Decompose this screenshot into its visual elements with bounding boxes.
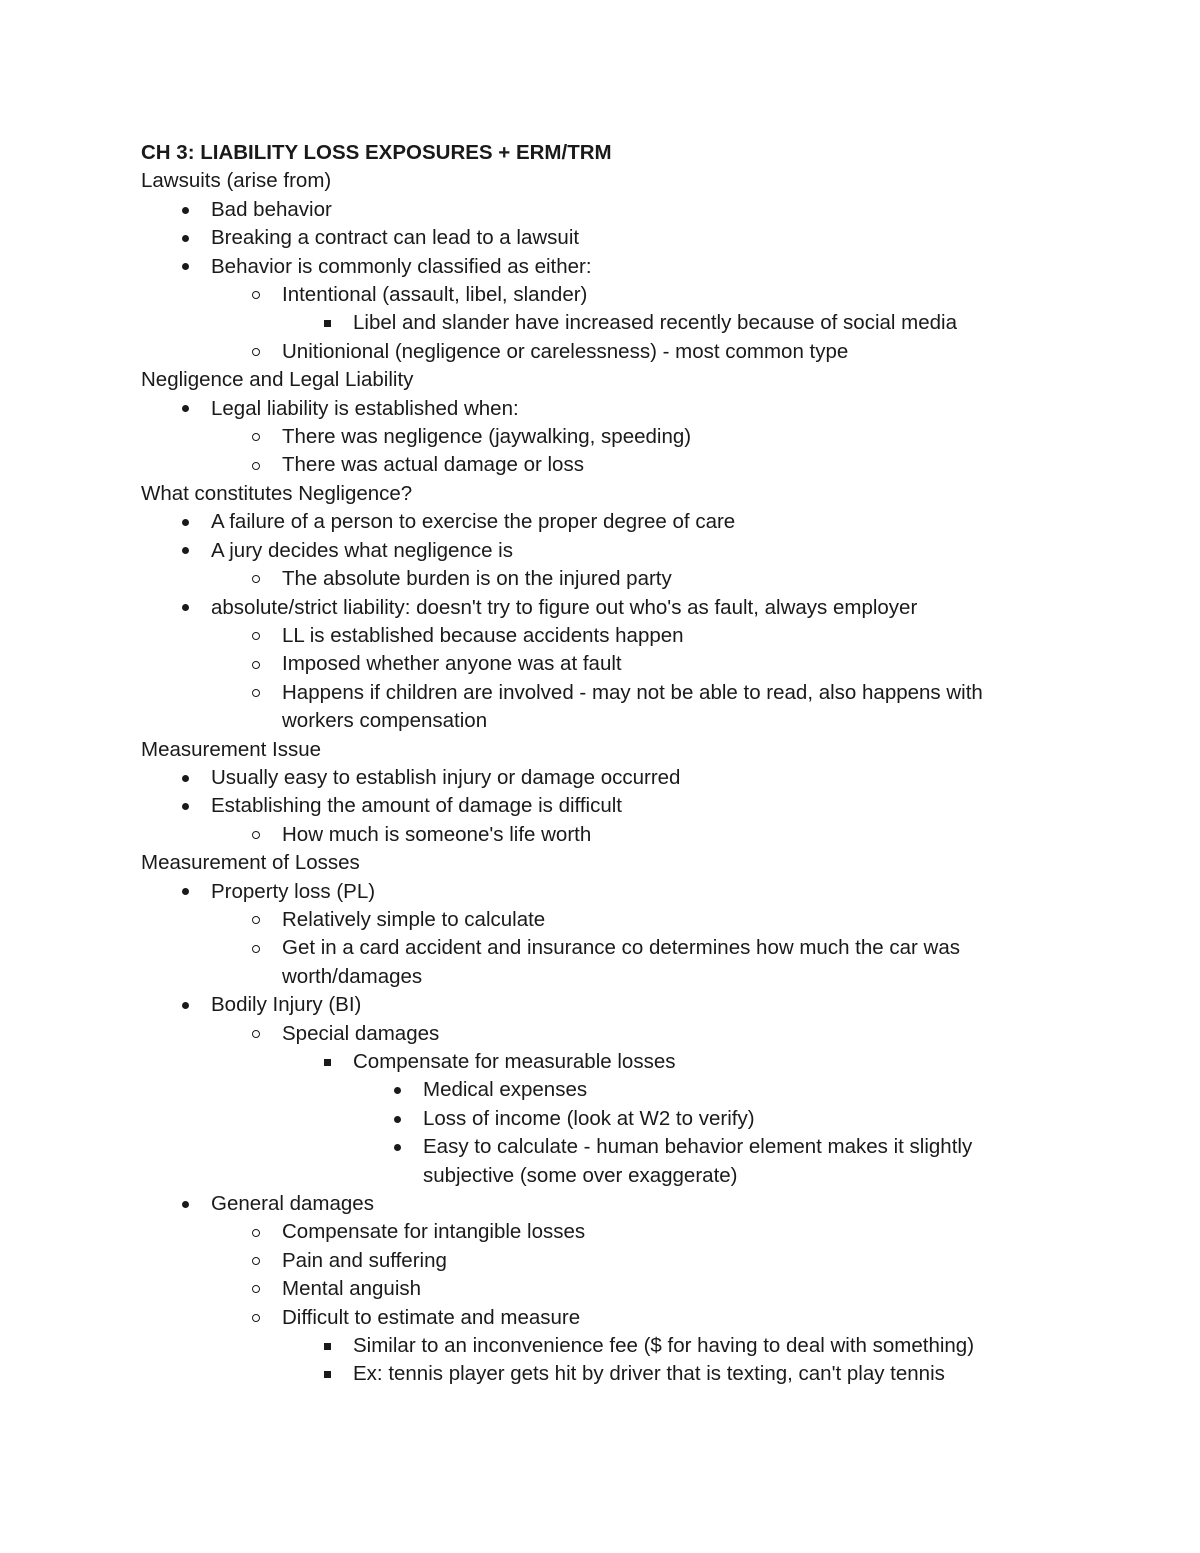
- dot-bullet-icon: [175, 1190, 195, 1218]
- list-item: [141, 1360, 1041, 1388]
- circle-bullet-icon: [246, 1247, 266, 1275]
- dot-bullet-icon: [175, 508, 195, 536]
- dot-bullet-icon: [175, 792, 195, 820]
- section-heading: [141, 480, 1041, 508]
- circle-bullet-icon: [246, 622, 266, 650]
- list-item: [141, 224, 1041, 252]
- list-item-text: Intentional (assault, libel, slander): [282, 283, 588, 307]
- list-item: [141, 1162, 1041, 1190]
- list-item: [141, 1076, 1041, 1104]
- list-item: [141, 650, 1041, 678]
- list-item-text: There was negligence (jaywalking, speeding): [282, 425, 692, 449]
- circle-bullet-icon: [246, 451, 266, 479]
- list-item: [141, 253, 1041, 281]
- dot-bullet-icon: [387, 1133, 407, 1161]
- list-item-text: Establishing the amount of damage is difficult: [211, 794, 623, 818]
- list-item-text: subjective (some over exaggerate): [423, 1163, 738, 1187]
- list-item-text: A failure of a person to exercise the proper degree of care: [211, 510, 736, 534]
- list-item: [141, 1105, 1041, 1133]
- circle-bullet-icon: [246, 679, 266, 707]
- list-item-text: Bad behavior: [211, 197, 332, 221]
- list-item-text: Get in a card accident and insurance co determines how much the car was: [282, 936, 960, 960]
- list-item-text: workers compensation: [282, 709, 488, 733]
- list-item-text: Lawsuits (arise from): [141, 169, 332, 193]
- section-heading: [141, 167, 1041, 195]
- list-item-text: There was actual damage or loss: [282, 453, 584, 477]
- list-item-text: Mental anguish: [282, 1277, 422, 1301]
- dot-bullet-icon: [175, 764, 195, 792]
- dot-bullet-icon: [175, 253, 195, 281]
- list-item: [141, 1332, 1041, 1360]
- list-item-text: General damages: [211, 1192, 374, 1216]
- list-item: [141, 906, 1041, 934]
- list-item-text: Difficult to estimate and measure: [282, 1305, 581, 1329]
- list-item: [141, 1048, 1041, 1076]
- list-item-text: Legal liability is established when:: [211, 396, 519, 420]
- dot-bullet-icon: [175, 395, 195, 423]
- list-item: [141, 1020, 1041, 1048]
- list-item-text: Behavior is commonly classified as either:: [211, 254, 592, 278]
- circle-bullet-icon: [246, 1275, 266, 1303]
- list-item: [141, 764, 1041, 792]
- list-item: [141, 1190, 1041, 1218]
- list-item-text: Unitionional (negligence or carelessness) - most common type: [282, 339, 849, 363]
- circle-bullet-icon: [246, 423, 266, 451]
- circle-bullet-icon: [246, 650, 266, 678]
- square-bullet-icon: [317, 1048, 337, 1076]
- list-item: [141, 878, 1041, 906]
- circle-bullet-icon: [246, 906, 266, 934]
- square-bullet-icon: [317, 1360, 337, 1388]
- list-item-text: worth/damages: [282, 964, 423, 988]
- list-item: [141, 963, 1041, 991]
- list-item: [141, 991, 1041, 1019]
- list-item-text: Breaking a contract can lead to a lawsuit: [211, 226, 580, 250]
- list-item-text: A jury decides what negligence is: [211, 538, 513, 562]
- dot-bullet-icon: [175, 594, 195, 622]
- list-item-text: Special damages: [282, 1021, 440, 1045]
- square-bullet-icon: [317, 1332, 337, 1360]
- section-heading: [141, 366, 1041, 394]
- square-bullet-icon: [317, 309, 337, 337]
- document-body: [141, 139, 1041, 1389]
- list-item-text: How much is someone's life worth: [282, 822, 592, 846]
- circle-bullet-icon: [246, 1304, 266, 1332]
- list-item-text: Relatively simple to calculate: [282, 907, 546, 931]
- dot-bullet-icon: [175, 196, 195, 224]
- list-item-text: Compensate for intangible losses: [282, 1220, 586, 1244]
- list-item: [141, 1304, 1041, 1332]
- list-item: [141, 1218, 1041, 1246]
- list-item: [141, 594, 1041, 622]
- section-heading: [141, 849, 1041, 877]
- list-item-text: Ex: tennis player gets hit by driver that is texting, can't play tennis: [353, 1362, 945, 1386]
- list-item: [141, 338, 1041, 366]
- list-item: [141, 281, 1041, 309]
- list-item-text: Similar to an inconvenience fee ($ for having to deal with something): [353, 1334, 975, 1358]
- circle-bullet-icon: [246, 1020, 266, 1048]
- section-heading: [141, 736, 1041, 764]
- list-item-text: Loss of income (look at W2 to verify): [423, 1106, 755, 1130]
- list-item-text: Measurement of Losses: [141, 851, 360, 875]
- list-item-text: Bodily Injury (BI): [211, 993, 362, 1017]
- list-item-text: Happens if children are involved - may not be able to read, also happens with: [282, 680, 983, 704]
- list-item: [141, 707, 1041, 735]
- list-item: [141, 679, 1041, 707]
- list-item: [141, 565, 1041, 593]
- list-item-text: absolute/strict liability: doesn't try to figure out who's as fault, always employer: [211, 595, 918, 619]
- list-item: [141, 1247, 1041, 1275]
- list-item: [141, 196, 1041, 224]
- list-item-text: Easy to calculate - human behavior element makes it slightly: [423, 1135, 973, 1159]
- list-item: [141, 508, 1041, 536]
- list-item: [141, 451, 1041, 479]
- list-item: [141, 395, 1041, 423]
- list-item-text: What constitutes Negligence?: [141, 481, 413, 505]
- dot-bullet-icon: [387, 1076, 407, 1104]
- circle-bullet-icon: [246, 565, 266, 593]
- list-item-text: Imposed whether anyone was at fault: [282, 652, 622, 676]
- list-item-text: The absolute burden is on the injured party: [282, 567, 672, 591]
- dot-bullet-icon: [175, 537, 195, 565]
- list-item: [141, 423, 1041, 451]
- dot-bullet-icon: [175, 224, 195, 252]
- list-item: [141, 821, 1041, 849]
- list-item: [141, 537, 1041, 565]
- circle-bullet-icon: [246, 821, 266, 849]
- dot-bullet-icon: [175, 991, 195, 1019]
- list-item-text: LL is established because accidents happen: [282, 623, 684, 647]
- list-item: [141, 622, 1041, 650]
- list-item-text: Medical expenses: [423, 1078, 588, 1102]
- circle-bullet-icon: [246, 934, 266, 962]
- circle-bullet-icon: [246, 1218, 266, 1246]
- document-title: CH 3: LIABILITY LOSS EXPOSURES + ERM/TRM: [141, 141, 612, 164]
- circle-bullet-icon: [246, 338, 266, 366]
- list-item: [141, 1133, 1041, 1161]
- list-item: [141, 934, 1041, 962]
- list-item-text: Libel and slander have increased recently because of social media: [353, 311, 957, 335]
- list-item-text: Property loss (PL): [211, 879, 376, 903]
- dot-bullet-icon: [387, 1105, 407, 1133]
- list-item-text: Compensate for measurable losses: [353, 1050, 676, 1073]
- list-item: [141, 792, 1041, 820]
- list-item: [141, 309, 1041, 337]
- list-item-text: Pain and suffering: [282, 1248, 447, 1272]
- list-item: [141, 1275, 1041, 1303]
- circle-bullet-icon: [246, 281, 266, 309]
- list-item-text: Measurement Issue: [141, 737, 322, 761]
- dot-bullet-icon: [175, 878, 195, 906]
- list-item-text: Usually easy to establish injury or damage occurred: [211, 765, 681, 789]
- list-item-text: Negligence and Legal Liability: [141, 368, 414, 392]
